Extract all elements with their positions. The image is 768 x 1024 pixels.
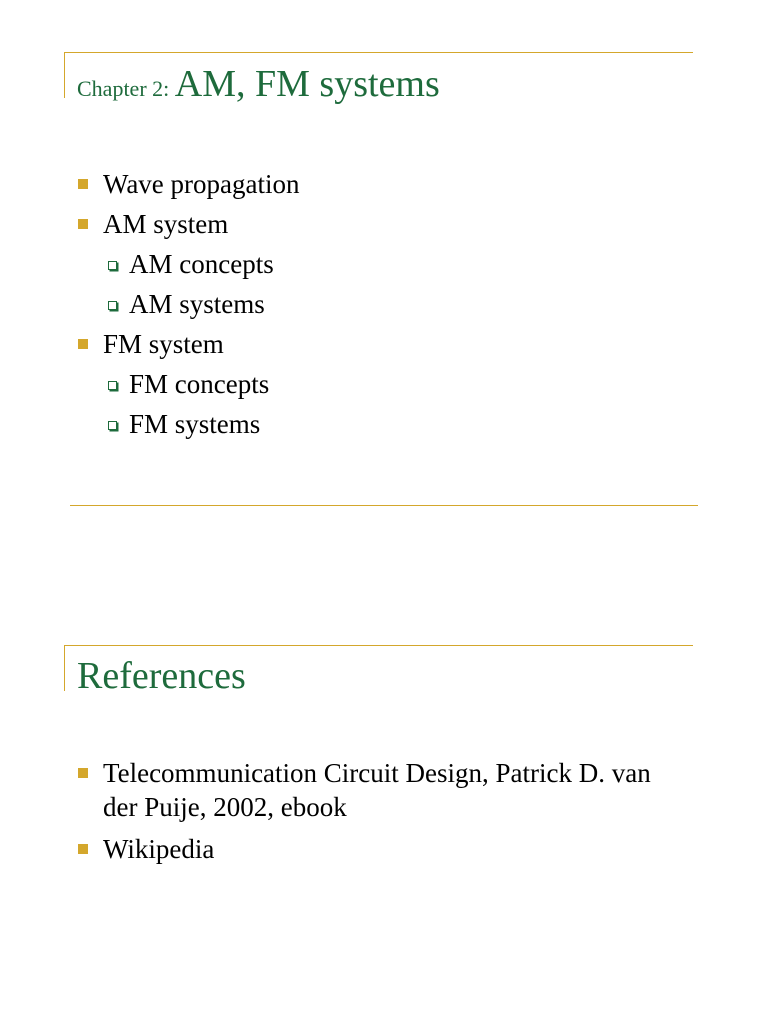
hollow-square-bullet-icon — [108, 381, 117, 390]
list-item-text: Wave propagation — [103, 169, 300, 199]
sub-list-item — [77, 287, 300, 321]
sub-list-item-text: FM systems — [129, 409, 261, 439]
slide-frame-bottom-line — [70, 505, 698, 506]
title-main: AM, FM systems — [174, 63, 440, 105]
sub-list-item-text: AM systems — [129, 289, 265, 319]
hollow-square-bullet-icon — [108, 301, 117, 310]
list-item — [77, 167, 300, 201]
list-item — [77, 756, 683, 824]
filled-square-bullet-icon — [78, 844, 88, 854]
sub-list-item — [77, 407, 300, 441]
topic-list — [77, 167, 300, 441]
title-main: References — [77, 655, 246, 697]
slide-frame-top-line — [64, 52, 693, 53]
filled-square-bullet-icon — [78, 179, 88, 189]
slide-title — [77, 654, 246, 698]
filled-square-bullet-icon — [78, 339, 88, 349]
hollow-square-bullet-icon — [108, 421, 117, 430]
sub-list-item — [77, 247, 300, 281]
list-item-text: FM system — [103, 329, 224, 359]
slide-references — [0, 512, 768, 1024]
slide-title — [77, 62, 440, 106]
hollow-square-bullet-icon — [108, 261, 117, 270]
reference-text: Wikipedia — [103, 834, 215, 864]
filled-square-bullet-icon — [78, 219, 88, 229]
slide-frame-top-line — [64, 645, 693, 646]
list-item-text: AM system — [103, 209, 229, 239]
sub-list-item-text: AM concepts — [129, 249, 274, 279]
slide-frame-left-line — [64, 645, 65, 691]
reference-list — [77, 756, 683, 866]
list-item — [77, 327, 300, 361]
title-prefix: Chapter 2: — [77, 76, 175, 101]
list-item — [77, 832, 683, 866]
filled-square-bullet-icon — [78, 768, 88, 778]
slide-frame-left-line — [64, 52, 65, 98]
reference-text: Telecommunication Circuit Design, Patrick D. van der Puije, 2002, ebook — [103, 758, 651, 822]
sub-list-item-text: FM concepts — [129, 369, 270, 399]
sub-list-item — [77, 367, 300, 401]
list-item — [77, 207, 300, 241]
